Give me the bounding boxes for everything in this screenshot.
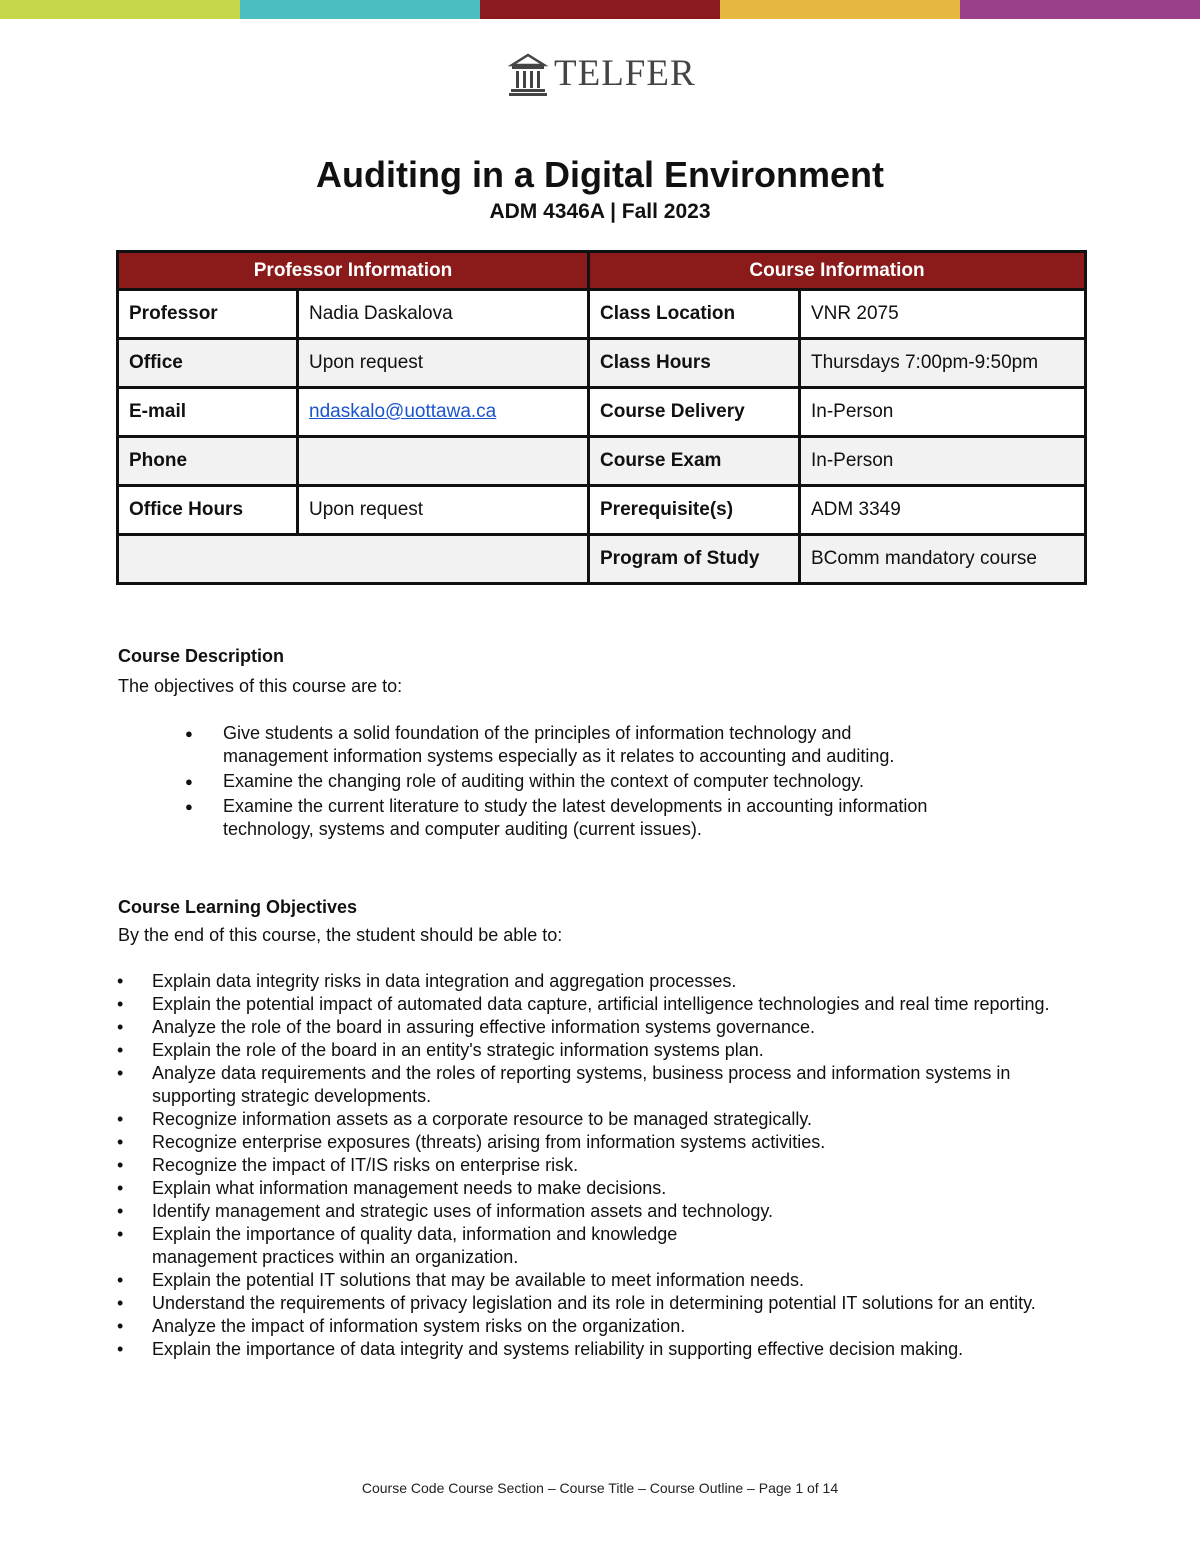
email-link[interactable]: ndaskalo@uottawa.ca: [309, 401, 497, 422]
info-table: [116, 250, 1087, 585]
course-description-intro: The objectives of this course are to:: [118, 676, 403, 696]
table-row: [118, 388, 1086, 437]
list-item: • Explain the potential IT solutions that may be available to meet information needs.: [115, 1269, 1085, 1292]
table-cell-label: Phone: [118, 437, 298, 486]
table-cell-label: Course Delivery: [589, 388, 800, 437]
professor-info-header: Professor Information: [118, 252, 589, 290]
course-code: ADM 4346A | Fall 2023: [489, 200, 711, 223]
table-header-row: [118, 252, 1086, 290]
list-item: • Explain data integrity risks in data integration and aggregation processes.: [115, 970, 1085, 993]
table-cell-label: Office: [118, 339, 298, 388]
table-cell-value: In-Person: [800, 437, 1086, 486]
color-bar-segment: [480, 0, 720, 19]
table-cell-label: Class Location: [589, 290, 800, 339]
table-cell-empty: [118, 535, 589, 584]
logo-text: TELFER: [554, 53, 696, 94]
color-bar: [0, 0, 1200, 19]
list-item: • Understand the requirements of privacy legislation and its role in determining potential IT solutions for an entity.: [115, 1292, 1085, 1315]
table-row: [118, 290, 1086, 339]
list-item: • Explain the potential impact of automated data capture, artificial intelligence technologies and real time reporting.: [115, 993, 1085, 1016]
list-item: • Recognize enterprise exposures (threats) arising from information systems activities.: [115, 1131, 1085, 1154]
list-item: • Identify management and strategic uses of information assets and technology.: [115, 1200, 1085, 1223]
table-cell-label: Course Exam: [589, 437, 800, 486]
list-item: • Explain the importance of data integrity and systems reliability in supporting effective decision making.: [115, 1338, 1085, 1361]
list-item: • Explain what information management needs to make decisions.: [115, 1177, 1085, 1200]
list-item: • Analyze data requirements and the roles of reporting systems, business process and information systems in supporting strategic developments.: [115, 1062, 1085, 1108]
table-cell-value: VNR 2075: [800, 290, 1086, 339]
list-item: • Recognize the impact of IT/IS risks on enterprise risk.: [115, 1154, 1085, 1177]
color-bar-segment: [240, 0, 480, 19]
list-item: • Analyze the role of the board in assuring effective information systems governance.: [115, 1016, 1085, 1039]
table-cell-label: E-mail: [118, 388, 298, 437]
table-cell-value: In-Person: [800, 388, 1086, 437]
table-cell-value: BComm mandatory course: [800, 535, 1086, 584]
course-info-header: Course Information: [589, 252, 1086, 290]
list-item: ● Give students a solid foundation of the principles of information technology and management information systems especially as it relates to accounting and auditing.: [185, 722, 945, 768]
table-row: [118, 535, 1086, 584]
table-cell-value: Upon request: [298, 486, 589, 535]
course-description-list: [185, 722, 945, 843]
list-item: ● Examine the changing role of auditing within the context of computer technology.: [185, 770, 945, 793]
table-cell-value: Thursdays 7:00pm-9:50pm: [800, 339, 1086, 388]
table-cell-label: Class Hours: [589, 339, 800, 388]
list-item: • Explain the importance of quality data, information and knowledge management practices within an organization.: [115, 1223, 1085, 1269]
color-bar-segment: [720, 0, 960, 19]
table-cell-value: [298, 388, 589, 437]
table-cell-value: [298, 437, 589, 486]
list-item: • Analyze the impact of information system risks on the organization.: [115, 1315, 1085, 1338]
list-item: ● Examine the current literature to study the latest developments in accounting information technology, systems and computer auditing (current issues).: [185, 795, 945, 841]
table-cell-value: Nadia Daskalova: [298, 290, 589, 339]
building-columns-icon: [508, 51, 548, 97]
color-bar-segment: [960, 0, 1200, 19]
table-cell-value: Upon request: [298, 339, 589, 388]
table-cell-label: Professor: [118, 290, 298, 339]
list-item: • Explain the role of the board in an entity's strategic information systems plan.: [115, 1039, 1085, 1062]
telfer-logo: [508, 50, 696, 98]
table-row: [118, 437, 1086, 486]
table-cell-value: ADM 3349: [800, 486, 1086, 535]
list-item: • Recognize information assets as a corporate resource to be managed strategically.: [115, 1108, 1085, 1131]
table-row: [118, 339, 1086, 388]
page-footer: Course Code Course Section – Course Title – Course Outline – Page 1 of 14: [361, 1480, 839, 1496]
page-title: Auditing in a Digital Environment: [315, 154, 884, 195]
learning-objectives-list: [115, 970, 1085, 1361]
learning-objectives-heading: Course Learning Objectives: [118, 897, 358, 917]
table-cell-label: Office Hours: [118, 486, 298, 535]
table-row: [118, 486, 1086, 535]
table-cell-label: Program of Study: [589, 535, 800, 584]
course-description-heading: Course Description: [118, 646, 285, 666]
table-cell-label: Prerequisite(s): [589, 486, 800, 535]
learning-objectives-intro: By the end of this course, the student should be able to:: [118, 925, 563, 945]
color-bar-segment: [0, 0, 240, 19]
